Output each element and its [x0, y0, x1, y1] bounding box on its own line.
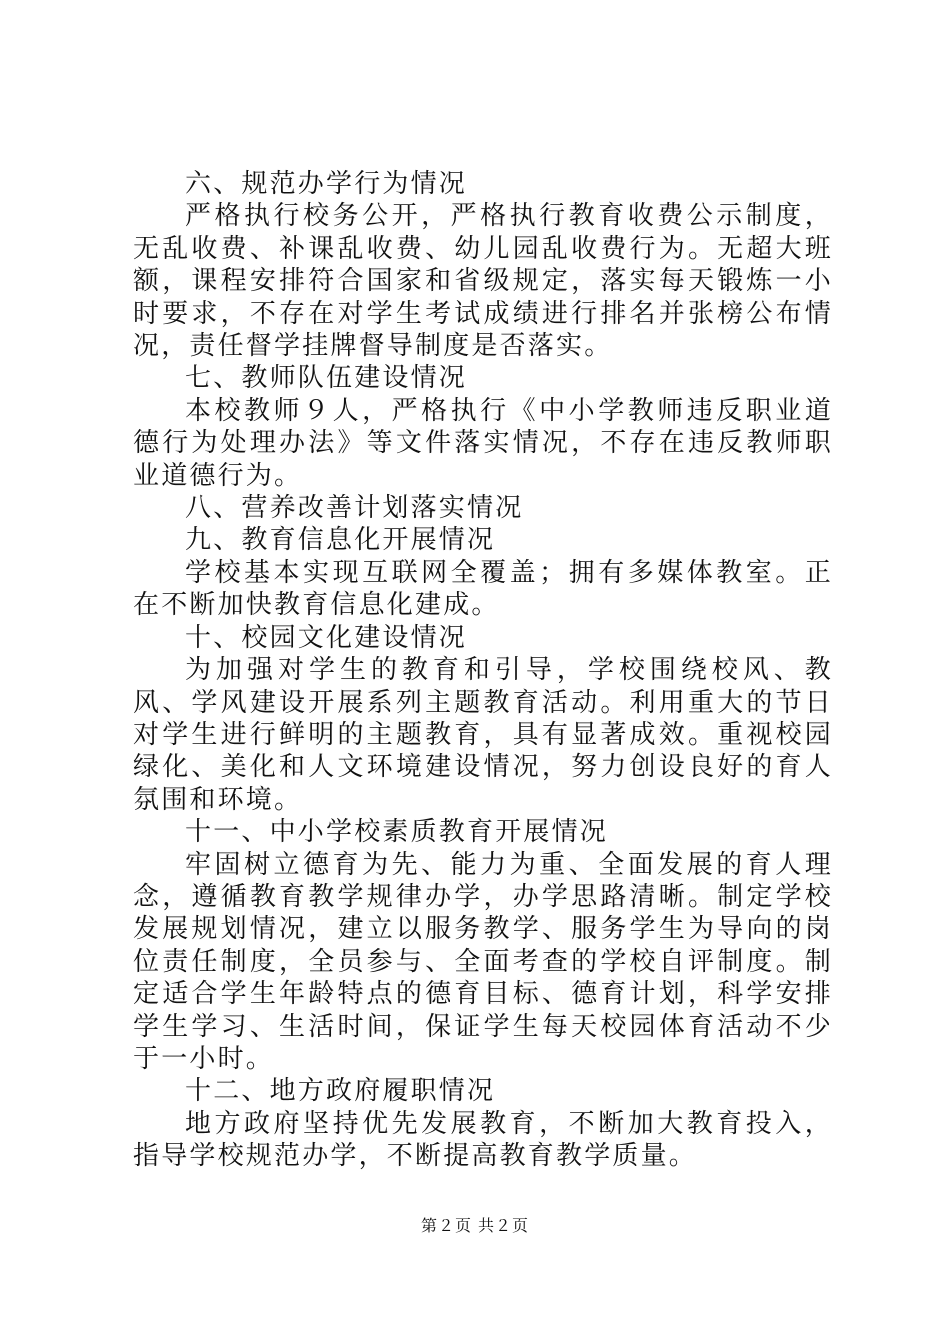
page-number-footer: 第２页 共２页: [420, 1216, 530, 1235]
section-heading-12: 十二、地方政府履职情况: [185, 1076, 496, 1107]
section-heading-6: 六、规范办学行为情况: [185, 169, 468, 199]
paragraph-local-government: 地方政府坚持优先发展教育，不断加大教育投入，指导学校规范办学，不断提高教育教学质量。: [133, 1108, 833, 1172]
paragraph-campus-culture: 为加强对学生的教育和引导，学校围绕校风、教风、学风建设开展系列主题教育活动。利用重大的节日对学生进行鲜明的主题教育，具有显著成效。重视校园绿化、美化和人文环境建设情况，努力创设良好的育人氛围和环境。: [133, 655, 833, 815]
paragraph-quality-education: 牢固树立德育为先、能力为重、全面发展的育人理念，遵循教育教学规律办学，办学思路清晰。制定学校发展规划情况，建立以服务教学、服务学生为导向的岗位责任制度，全员参与、全面考查的学校自评制度。制定适合学生年龄特点的德育目标、德育计划，科学安排学生学习、生活时间，保证学生每天校园体育活动不少于一小时。: [133, 849, 833, 1074]
section-heading-7: 七、教师队伍建设情况: [185, 363, 468, 394]
section-heading-9: 九、教育信息化开展情况: [185, 525, 496, 556]
document-body: [133, 168, 833, 1173]
paragraph-standard-conduct: 严格执行校务公开，严格执行教育收费公示制度，无乱收费、补课乱收费、幼儿园乱收费行为。无超大班额，课程安排符合国家和省级规定，落实每天锻炼一小时要求，不存在对学生考试成绩进行排名并张榜公布情况，责任督学挂牌督导制度是否落实。: [133, 201, 833, 362]
section-heading-8: 八、营养改善计划落实情况: [185, 493, 524, 524]
paragraph-informatization: 学校基本实现互联网全覆盖；拥有多媒体教室。正在不断加快教育信息化建成。: [133, 557, 833, 621]
paragraph-teachers: 本校教师９人，严格执行《中小学教师违反职业道德行为处理办法》等文件落实情况，不存在违反教师职业道德行为。: [133, 395, 833, 491]
section-heading-10: 十、校园文化建设情况: [185, 622, 468, 653]
section-heading-11: 十一、中小学校素质教育开展情况: [185, 817, 609, 848]
